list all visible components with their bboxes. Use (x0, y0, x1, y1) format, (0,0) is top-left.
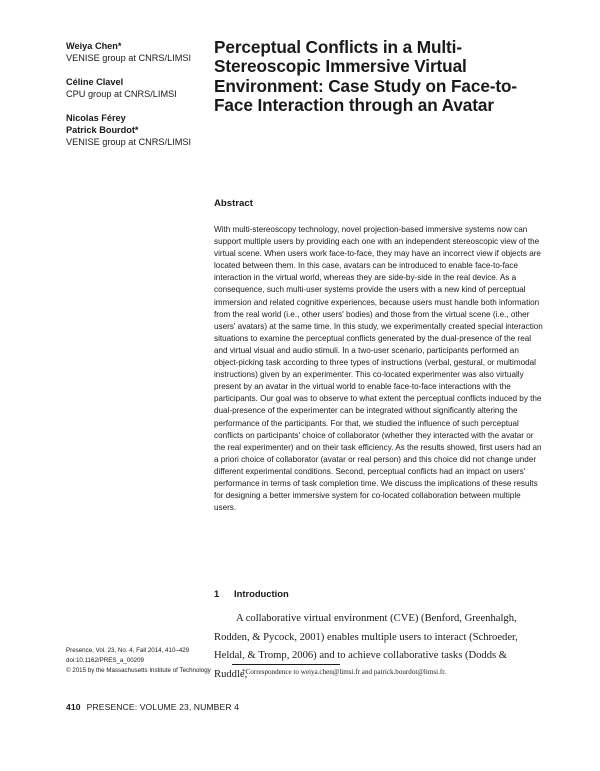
author-list (66, 40, 206, 148)
paper-title: Perceptual Conflicts in a Multi-Stereoscopic Immersive Virtual Environment: Case Study on Face-to-Face Interaction through an Avatar (214, 37, 518, 116)
author-name: Céline Clavel (66, 77, 124, 87)
publication-copyright: © 2015 by the Massachusetts Institute of Technology (66, 667, 211, 674)
author-name: Patrick Bourdot* (66, 125, 139, 135)
abstract-text: With multi-stereoscopy technology, novel projection-based immersive systems now can support multiple users by providing each one with an independent stereoscopic view of the virtual scene. When users work face-to-face, they may have an incorrect view if objects are located between them. In this case, avatars can be introduced to enable face-to-face interaction in the virtual world, whereas they are side-by-side in the real device. As a consequence, such multi-user systems provide the users with a new kind of perceptual immersion and related cognitive experiences, because users must handle both information from the real world (i.e., other users' bodies) and those from the virtual scene (i.e., other users' avatars) at the same time. In this study, we experimentally created special interaction situations to examine the perceptual conflicts generated by the dual-presence of the real and virtual visual and audio stimuli. In a two-user scenario, participants performed an object-picking task according to three types of instructions (verbal, gestural, or multimodal instructions) given by an experimenter. This co-located experimenter was also virtually present by an avatar in the virtual world to enable face-to-face interactions with the participants. Our goal was to observe to what extent the perceptual conflicts induced by the dual-presence of the experimenter can be integrated without significantly altering the performance of the participants. For that, we studied the influence of such perceptual conflicts on participants' choice of collaborator (whether they interacted with the avatar or the real experimenter) and on their task efficiency. As the results showed, first users had an a priori choice of collaborator (avatar or real person) and this choice did not change under different experimental conditions. Second, perceptual conflicts had an impact on users' performance in terms of task completion time. We discuss the implications of these results for designing a better immersive system for co-located collaboration between multiple users. (214, 225, 543, 513)
publication-info (66, 646, 226, 676)
footnote: *Correspondence to weiya.chen@limsi.fr and patrick.bourdot@limsi.fr. (242, 668, 446, 676)
author-affiliation: VENISE group at CNRS/LIMSI (66, 137, 192, 147)
publication-citation: Presence, Vol. 23, No. 4, Fall 2014, 410–429 (66, 647, 190, 654)
page-number: 410 (66, 702, 81, 712)
publication-doi: doi:10.1162/PRES_a_00209 (66, 657, 144, 664)
section-title: Introduction (234, 588, 289, 599)
footnote-divider (232, 664, 340, 665)
journal-running-title: PRESENCE: VOLUME 23, NUMBER 4 (86, 702, 240, 712)
section-heading (214, 588, 289, 599)
author-name: Nicolas Férey (66, 113, 126, 123)
page-footer (66, 702, 239, 712)
author-affiliation: VENISE group at CNRS/LIMSI (66, 53, 192, 63)
body-paragraph: A collaborative virtual environment (CVE) (Benford, Greenhalgh, Rodden, & Pycock, 2001) enables multiple users to interact (Schroeder, Heldal, & Tromp, 2006) and to achieve collaborative tasks (Dodds & Ruddle, (214, 613, 518, 680)
abstract-heading: Abstract (214, 198, 253, 209)
author-name: Weiya Chen* (66, 41, 122, 51)
author-affiliation: CPU group at CNRS/LIMSI (66, 89, 177, 99)
section-number: 1 (214, 588, 220, 599)
